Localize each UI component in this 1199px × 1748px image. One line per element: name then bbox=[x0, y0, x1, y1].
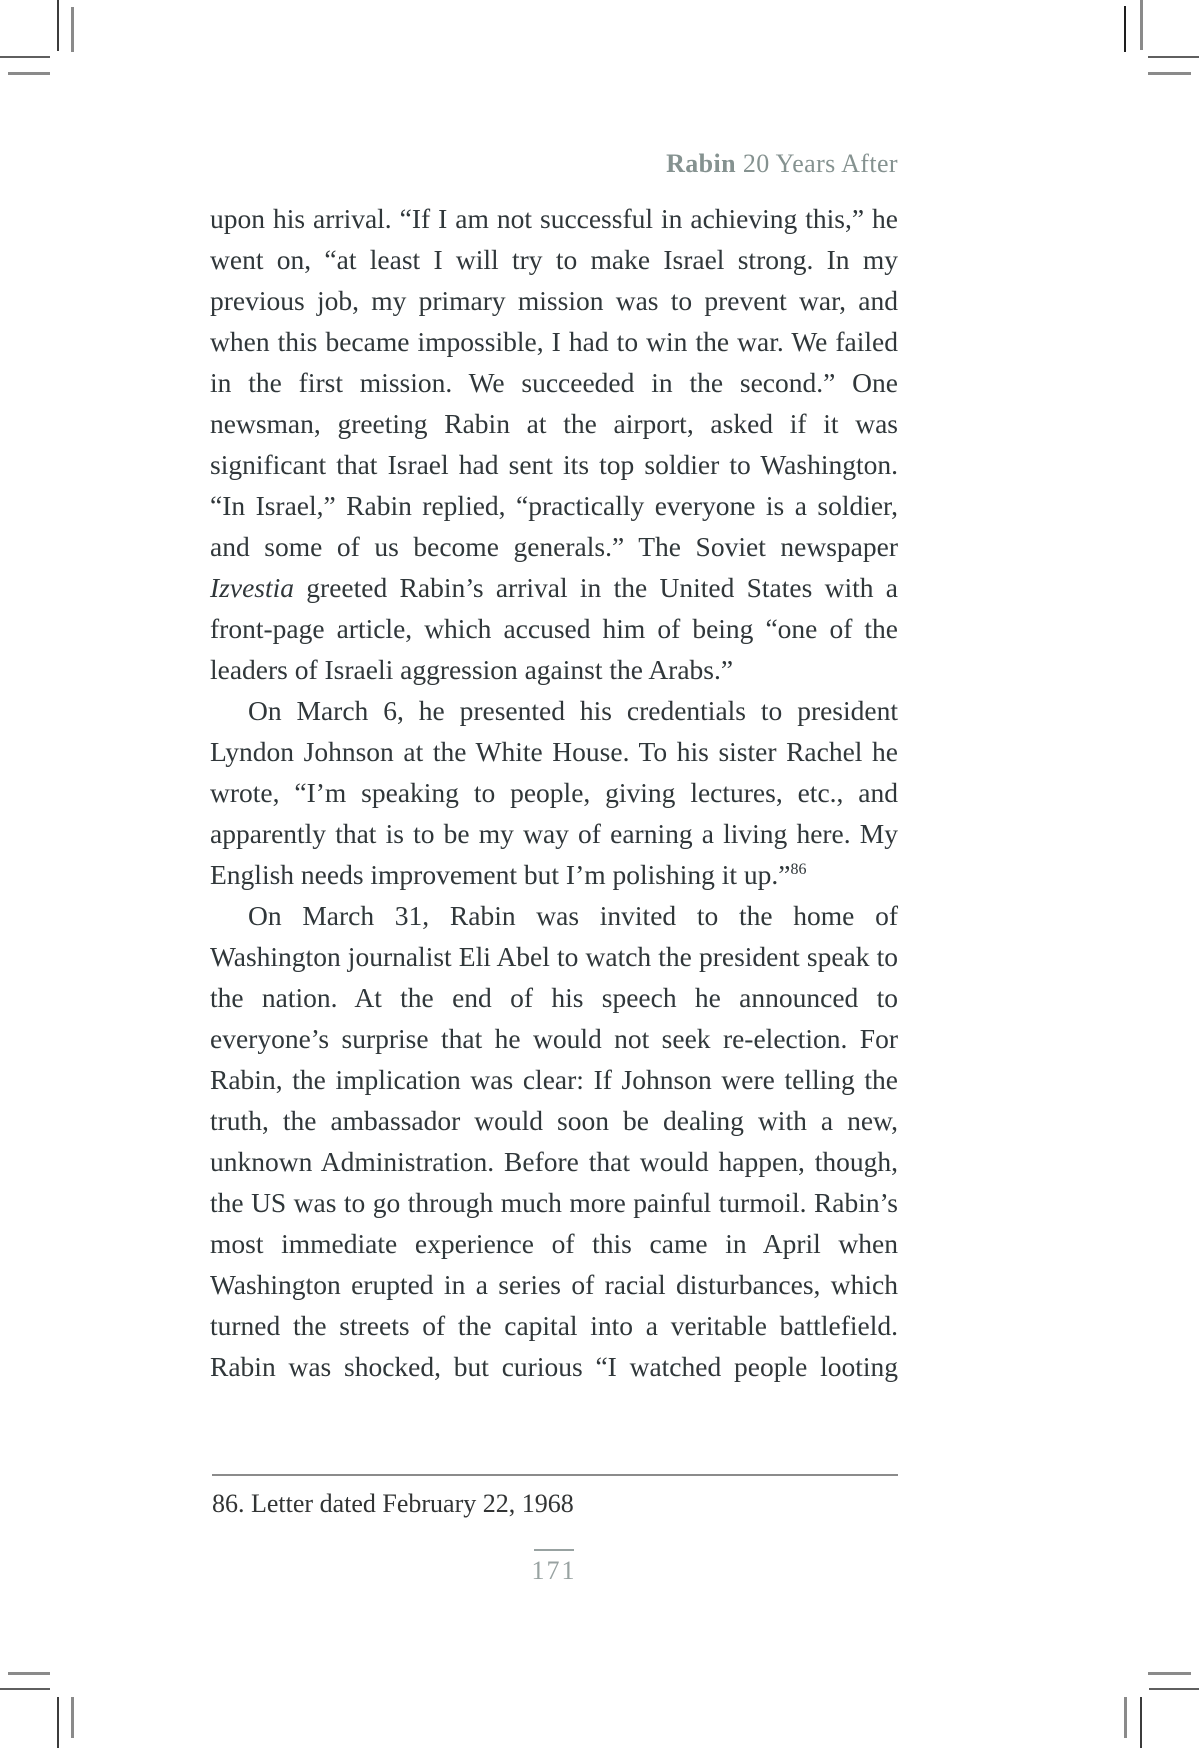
text-run: On March 6, he presented his credentials to president Lyndon Johnson at the White House. To his sister Rachel he wrote, “I’m speaking to people, giving lectures, etc., and apparently that is to be my way of earning a living here. My English needs improvement but I’m polishing it up.” bbox=[210, 695, 898, 890]
crop-mark-line bbox=[1148, 56, 1199, 58]
header-book-subtitle: 20 Years After bbox=[736, 149, 898, 178]
text-run: upon his arrival. “If I am not successful in achieving this,” he went on, “at least I will try to make Israel strong. In my previous job, my primary mission was to prevent war, and when this became impossible, I had to win the war. We failed in the first mission. We succeeded in the second.” One newsman, greeting Rabin at the airport, asked if it was significant that Israel had sent its top soldier to Washington. “In Israel,” Rabin replied, “practically everyone is a soldier, and some of us become generals.” The Soviet newspaper bbox=[210, 203, 898, 562]
paragraph bbox=[210, 198, 898, 690]
body-text bbox=[210, 198, 898, 1387]
page-number-rule bbox=[534, 1549, 574, 1551]
crop-mark-line bbox=[1148, 1672, 1191, 1675]
crop-mark-line bbox=[1140, 0, 1143, 50]
paragraph bbox=[210, 895, 898, 1387]
running-header bbox=[210, 149, 898, 179]
italic-text: Izvestia bbox=[210, 572, 295, 603]
crop-mark-line bbox=[71, 1697, 74, 1738]
crop-mark-line bbox=[1124, 6, 1126, 52]
crop-mark-line bbox=[1148, 72, 1191, 75]
crop-mark-line bbox=[71, 7, 74, 52]
crop-mark-line bbox=[1124, 1697, 1127, 1738]
page-number-block bbox=[210, 1549, 898, 1586]
crop-mark-line bbox=[8, 72, 50, 75]
crop-mark-line bbox=[1140, 1697, 1142, 1748]
page-number: 171 bbox=[531, 1556, 577, 1585]
crop-mark-line bbox=[57, 0, 59, 51]
header-book-title: Rabin bbox=[666, 149, 736, 178]
paragraph bbox=[210, 690, 898, 895]
crop-mark-line bbox=[0, 56, 50, 58]
text-run: On March 31, Rabin was invited to the home of Washington journalist Eli Abel to watch the president speak to the nation. At the end of his speech he announced to everyone’s surprise that he would not seek re-election. For Rabin, the implication was clear: If Johnson were telling the truth, the ambassador would soon be dealing with a new, unknown Administration. Before that would happen, though, the US was to go through much more painful turmoil. Rabin’s most immediate experience of this came in April when Washington erupted in a series of racial disturbances, which turned the streets of the capital into a veritable battlefield. Rabin was shocked, but curious “I watched people looting bbox=[210, 900, 898, 1382]
crop-mark-line bbox=[1149, 1688, 1199, 1690]
crop-mark-line bbox=[57, 1697, 59, 1748]
footnote-divider bbox=[212, 1474, 898, 1476]
crop-mark-line bbox=[0, 1688, 50, 1690]
footnote: 86. Letter dated February 22, 1968 bbox=[212, 1489, 574, 1518]
footnote-reference: 86 bbox=[790, 860, 807, 878]
crop-mark-line bbox=[8, 1672, 50, 1675]
text-run: greeted Rabin’s arrival in the United States with a front-page article, which accused him of being “one of the leaders of Israeli aggression against the Arabs.” bbox=[210, 572, 898, 685]
